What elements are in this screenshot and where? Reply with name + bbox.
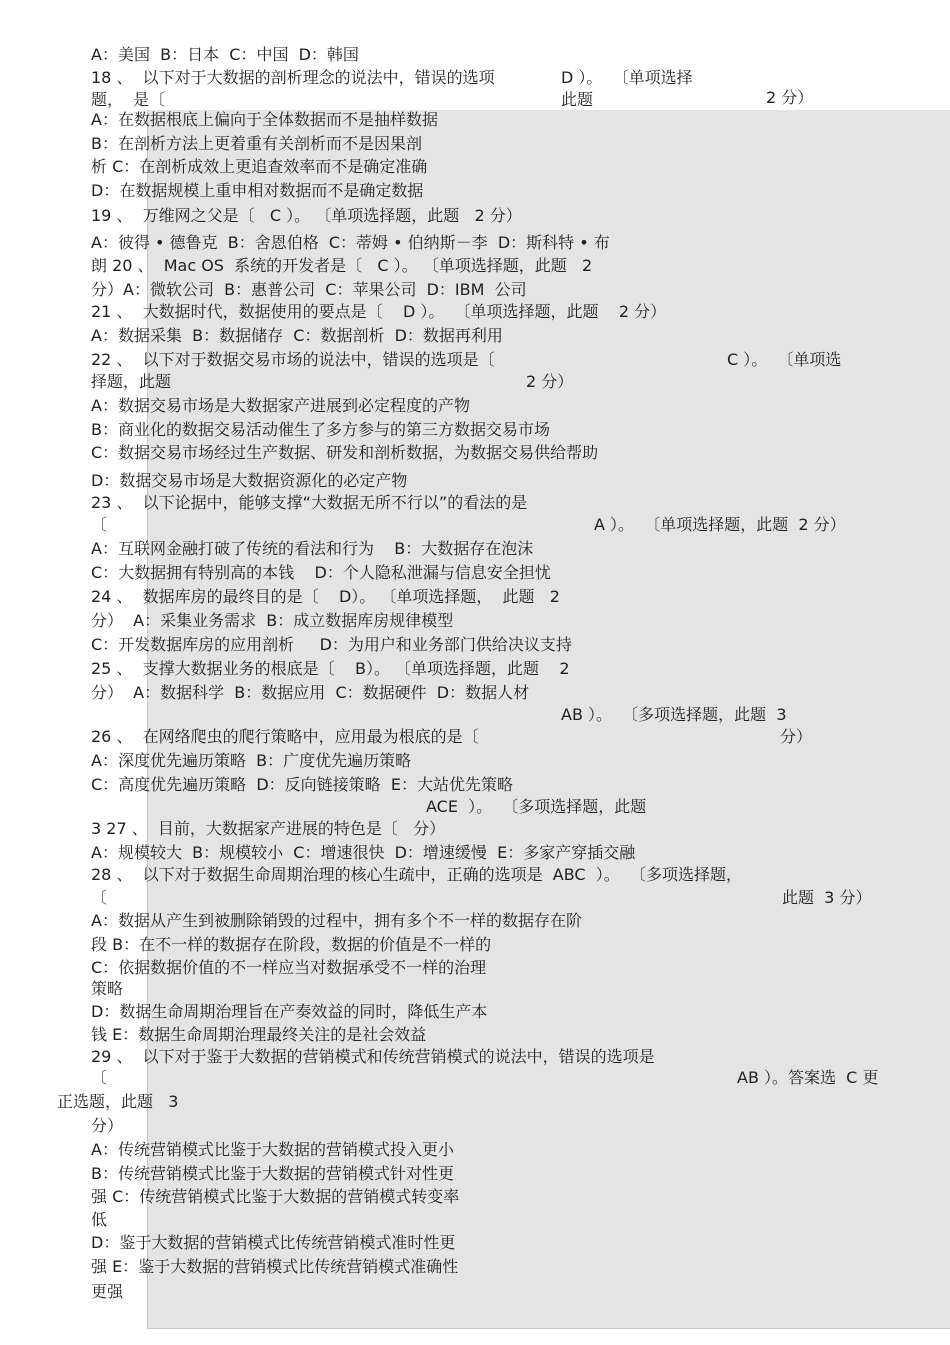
q21-options: A：数据采集 B：数据储存 C：数据剖析 D：数据再利用 [91,326,503,345]
q22-type: 择题，此题 [91,372,172,391]
q22-answer: C ）。 〔单项选 [727,350,842,369]
q19-options: A：彼得 • 德鲁克 B：舍恩伯格 C：蒂姆 • 伯纳斯－李 D：斯科特 • 布 [91,233,610,252]
q23-options-ab: A：互联网金融打破了传统的看法和行为 B：大数据存在泡沫 [91,539,534,558]
q28-option-c: C：依据数据价值的不一样应当对数据承受不一样的治理 [91,958,487,977]
q29-score: 分） [91,1116,124,1135]
q18-option-b: B：在剖析方法上更着重有关剖析而不是因果剖 [91,134,422,153]
q24-options-cd: C：开发数据库房的应用剖析 D：为用户和业务部门供给决议支持 [91,635,572,654]
q22-option-a: A：数据交易市场是大数据家产进展到必定程度的产物 [91,396,470,415]
q26-options-cde: C：高度优先遍历策略 D：反向链接策略 E：大站优先策略 [91,775,513,794]
q22-option-d: D：数据交易市场是大数据资源化的必定产物 [91,471,408,490]
q29-option-e: 强 E：鉴于大数据的营销模式比传统营销模式准确性 [91,1257,459,1276]
q19-stem: 19 、 万维网之父是〔 C ）。 〔单项选择题，此题 2 分） [91,206,522,225]
q26-answer: AB ）。 〔多项选择题，此题 3 [561,705,787,724]
q28-stem: 28 、 以下对于数据生命周期治理的核心生疏中，正确的选项是 ABC ）。 〔多项选择题， [91,865,742,884]
q20-stem: 朗 20 、 Mac OS 系统的开发者是〔 C ）。 〔单项选择题，此题 2 [91,256,593,275]
q18-score: 2 分） [766,88,814,107]
q27-answer: ACE ）。 〔多项选择题，此题 [426,797,647,816]
q24-stem: 24 、 数据库房的最终目的是〔 D）。 〔单项选择题， 此题 2 [91,587,560,606]
q18-answer: D ）。 〔单项选择 [561,68,693,87]
q28-option-c-cont: 策略 [91,979,124,998]
q29-option-c: 强 C：传统营销模式比鉴于大数据的营销模式转变率 [91,1187,460,1206]
q23-bracket: 〔 [91,515,108,534]
q23-answer: A ）。 〔单项选择题，此题 2 分） [594,515,846,534]
q25-stem: 25 、 支撑大数据业务的根底是〔 B）。 〔单项选择题，此题 2 [91,659,570,678]
q28-bracket: 〔 [91,888,108,907]
q23-stem: 23 、 以下论据中，能够支撑“大数据无所不行以”的看法的是 [91,493,528,512]
q28-option-b: 段 B：在不一样的数据存在阶段，数据的价值是不一样的 [91,935,492,954]
q20-options: 分）A：微软公司 B：惠普公司 C：苹果公司 D：IBM 公司 [91,280,527,299]
q18-option-d: D：在数据规模上重申相对数据而不是确定数据 [91,181,424,200]
q25-options: 分） A：数据科学 B：数据应用 C：数据硬件 D：数据人材 [91,683,530,702]
q26-stem: 26 、 在网络爬虫的爬行策略中，应用最为根底的是〔 [91,727,479,746]
q28-score: 此题 3 分） [782,888,872,907]
q22-stem: 22 、 以下对于数据交易市场的说法中，错误的选项是〔 [91,350,495,369]
q29-answer: AB ）。答案选 C 更 [737,1068,879,1087]
q17-options: A：美国 B：日本 C：中国 D：韩国 [91,45,359,64]
q18-stem-cont: 题， 是〔 [91,90,166,109]
q23-options-cd: C：大数据拥有特别高的本钱 D：个人隐私泄漏与信息安全担忧 [91,563,551,582]
q29-stem: 29 、 以下对于鉴于大数据的营销模式和传统营销模式的说法中，错误的选项是 [91,1047,655,1066]
q28-option-e: 钱 E：数据生命周期治理最终关注的是社会效益 [91,1025,427,1044]
q26-options-ab: A：深度优先遍历策略 B：广度优先遍历策略 [91,751,412,770]
q29-option-a: A：传统营销模式比鉴于大数据的营销模式投入更小 [91,1140,454,1159]
q29-option-d: D：鉴于大数据的营销模式比传统营销模式准时性更 [91,1233,456,1252]
q22-option-c: C：数据交易市场经过生产数据、研发和剖析数据，为数据交易供给帮助 [91,443,599,462]
q29-option-b: B：传统营销模式比鉴于大数据的营销模式针对性更 [91,1164,454,1183]
q28-option-a: A：数据从产生到被删除销毁的过程中，拥有多个不一样的数据存在阶 [91,911,582,930]
q26-score: 分） [780,727,813,746]
q18-option-a: A：在数据根底上偏向于全体数据而不是抽样数据 [91,110,438,129]
q18-option-c: 析 C：在剖析成效上更追查效率而不是确定准确 [91,157,428,176]
q18-type: 此题 [561,90,594,109]
q29-option-e-cont: 更强 [91,1282,124,1301]
q27-options: A：规模较大 B：规模较小 C：增速很快 D：增速缓慢 E：多家产穿插交融 [91,843,636,862]
q29-type: 正选题，此题 3 [57,1092,179,1111]
q27-stem: 3 27 、 目前，大数据家产进展的特色是〔 分） [91,819,446,838]
q21-stem: 21 、 大数据时代，数据使用的要点是〔 D ）。 〔单项选择题，此题 2 分） [91,302,667,321]
q29-bracket: 〔 [91,1068,108,1087]
q22-score: 2 分） [526,372,574,391]
q24-options-ab: 分） A：采集业务需求 B：成立数据库房规律模型 [91,611,454,630]
q18-stem: 18 、 以下对于大数据的剖析理念的说法中，错误的选项 [91,68,495,87]
q29-option-c-cont: 低 [91,1210,108,1229]
q22-option-b: B：商业化的数据交易活动催生了多方参与的第三方数据交易市场 [91,420,550,439]
q28-option-d: D：数据生命周期治理旨在产奏效益的同时，降低生产本 [91,1002,488,1021]
